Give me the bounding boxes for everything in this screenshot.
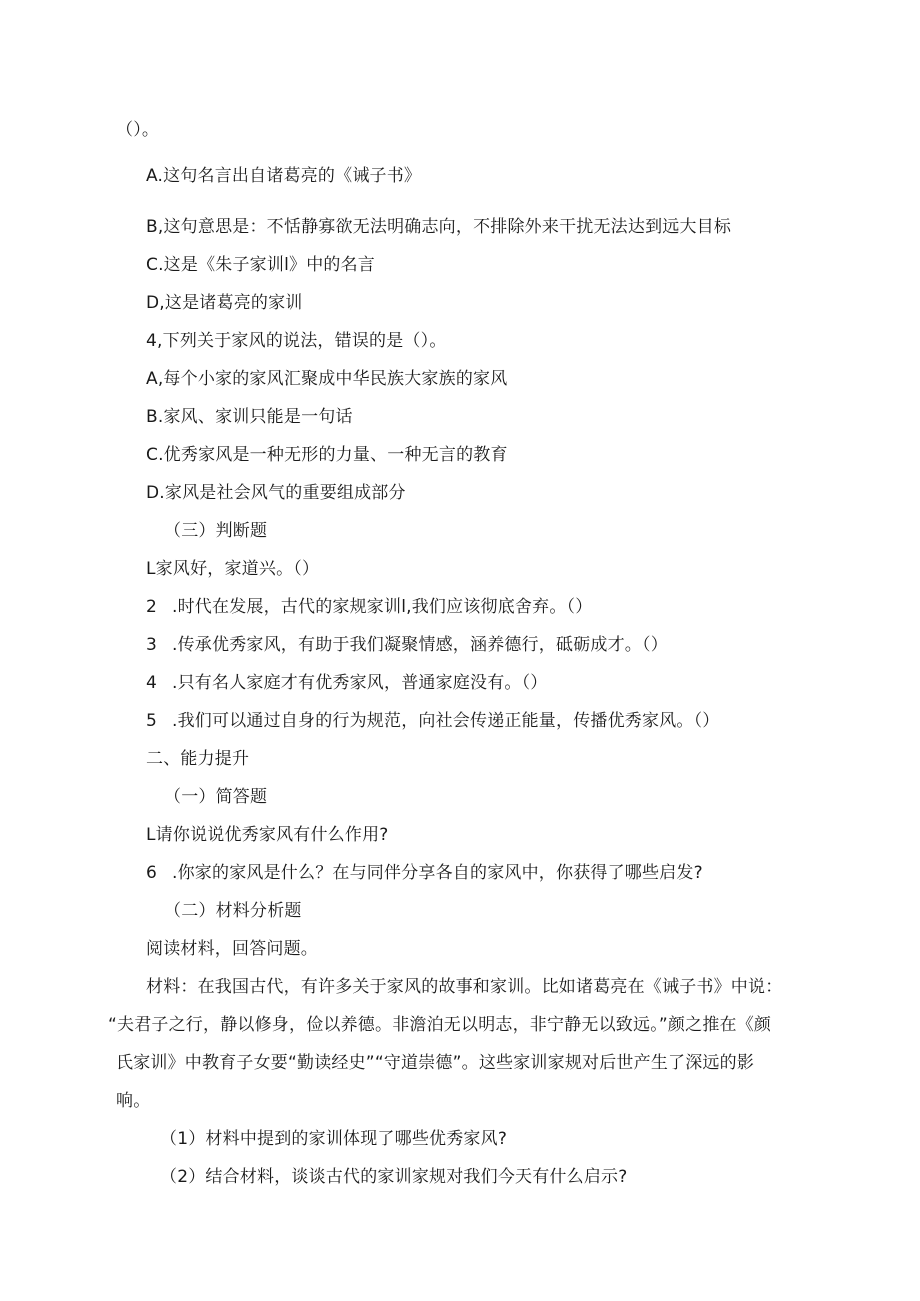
judge-item-number: 3 [146,635,158,655]
judge-item-text: L家风好，家道兴。（） [146,559,320,579]
section-material-title: （二）材料分析题 [164,901,302,921]
judge-item-text: .时代在发展，古代的家规家训l,我们应该彻底舍弃。（） [172,597,593,617]
judge-item-number: 5 [146,711,158,731]
q4-option-d: D.家风是社会风气的重要组成部分 [146,483,406,503]
material-paragraph-line: “夫君子之行，静以修身，俭以养德。非澹泊无以明志，非宁静无以致远。”颜之推在《颜 [108,1015,772,1035]
q3-option-d: D,这是诸葛亮的家训 [146,293,303,313]
q3-option-b: B,这句意思是：不恬静寡欲无法明确志向，不排除外来干扰无法达到远大目标 [146,217,732,237]
section-short-title: （一）简答题 [164,787,268,807]
judge-item-text: .只有名人家庭才有优秀家风，普通家庭没有。（） [172,673,548,693]
short-item-text: L请你说说优秀家风有什么作用? [146,825,389,845]
material-paragraph-line: 氏家训》中教育子女要“勤读经史”“守道崇德”。这些家训家规对后世产生了深远的影 [116,1053,755,1073]
judge-item [146,557,319,581]
short-item [146,861,703,885]
judge-item-number: 2 [146,597,158,617]
judge-item-text: .我们可以通过自身的行为规范，向社会传递正能量，传播优秀家风。（） [172,711,720,731]
judge-item [146,709,720,733]
short-item-number: 6 [146,863,158,883]
q4-stem: 4,下列关于家风的说法，错误的是（）。 [146,331,447,351]
judge-item-number: 4 [146,673,158,693]
judge-item [146,671,548,695]
q4-option-a: A,每个小家的家风汇聚成中华民族大家族的家风 [146,369,508,389]
judge-item-text: .传承优秀家风，有助于我们凝聚情感，涵养德行，砥砺成才。（） [172,635,668,655]
material-paragraph-line: 响。 [116,1091,151,1111]
judge-item [146,595,592,619]
q3-option-c: C.这是《朱子家训l》中的名言 [146,255,375,275]
section-judge-title: （三）判断题 [164,521,268,541]
question-fragment: （）。 [116,120,160,140]
short-item-text: .你家的家风是什么？在与同伴分享各自的家风中，你获得了哪些启发? [172,863,703,883]
q3-option-a: A.这句名言出自诸葛亮的《诫子书》 [146,166,422,186]
material-question-2: （2）结合材料，谈谈古代的家训家规对我们今天有什么启示? [160,1167,628,1187]
q4-option-b: B.家风、家训只能是一句话 [146,407,353,427]
material-instruction: 阅读材料，回答问题。 [146,939,318,959]
part-two-title: 二、能力提升 [146,749,250,769]
q4-option-c: C.优秀家风是一种无形的力量、一种无言的教育 [146,445,508,465]
material-question-1: （1）材料中提到的家训体现了哪些优秀家风? [160,1129,508,1149]
material-paragraph-line: 材料：在我国古代，有许多关于家风的故事和家训。比如诸葛亮在《诫子书》中说： [146,977,783,997]
short-item [146,823,389,847]
judge-item [146,633,668,657]
